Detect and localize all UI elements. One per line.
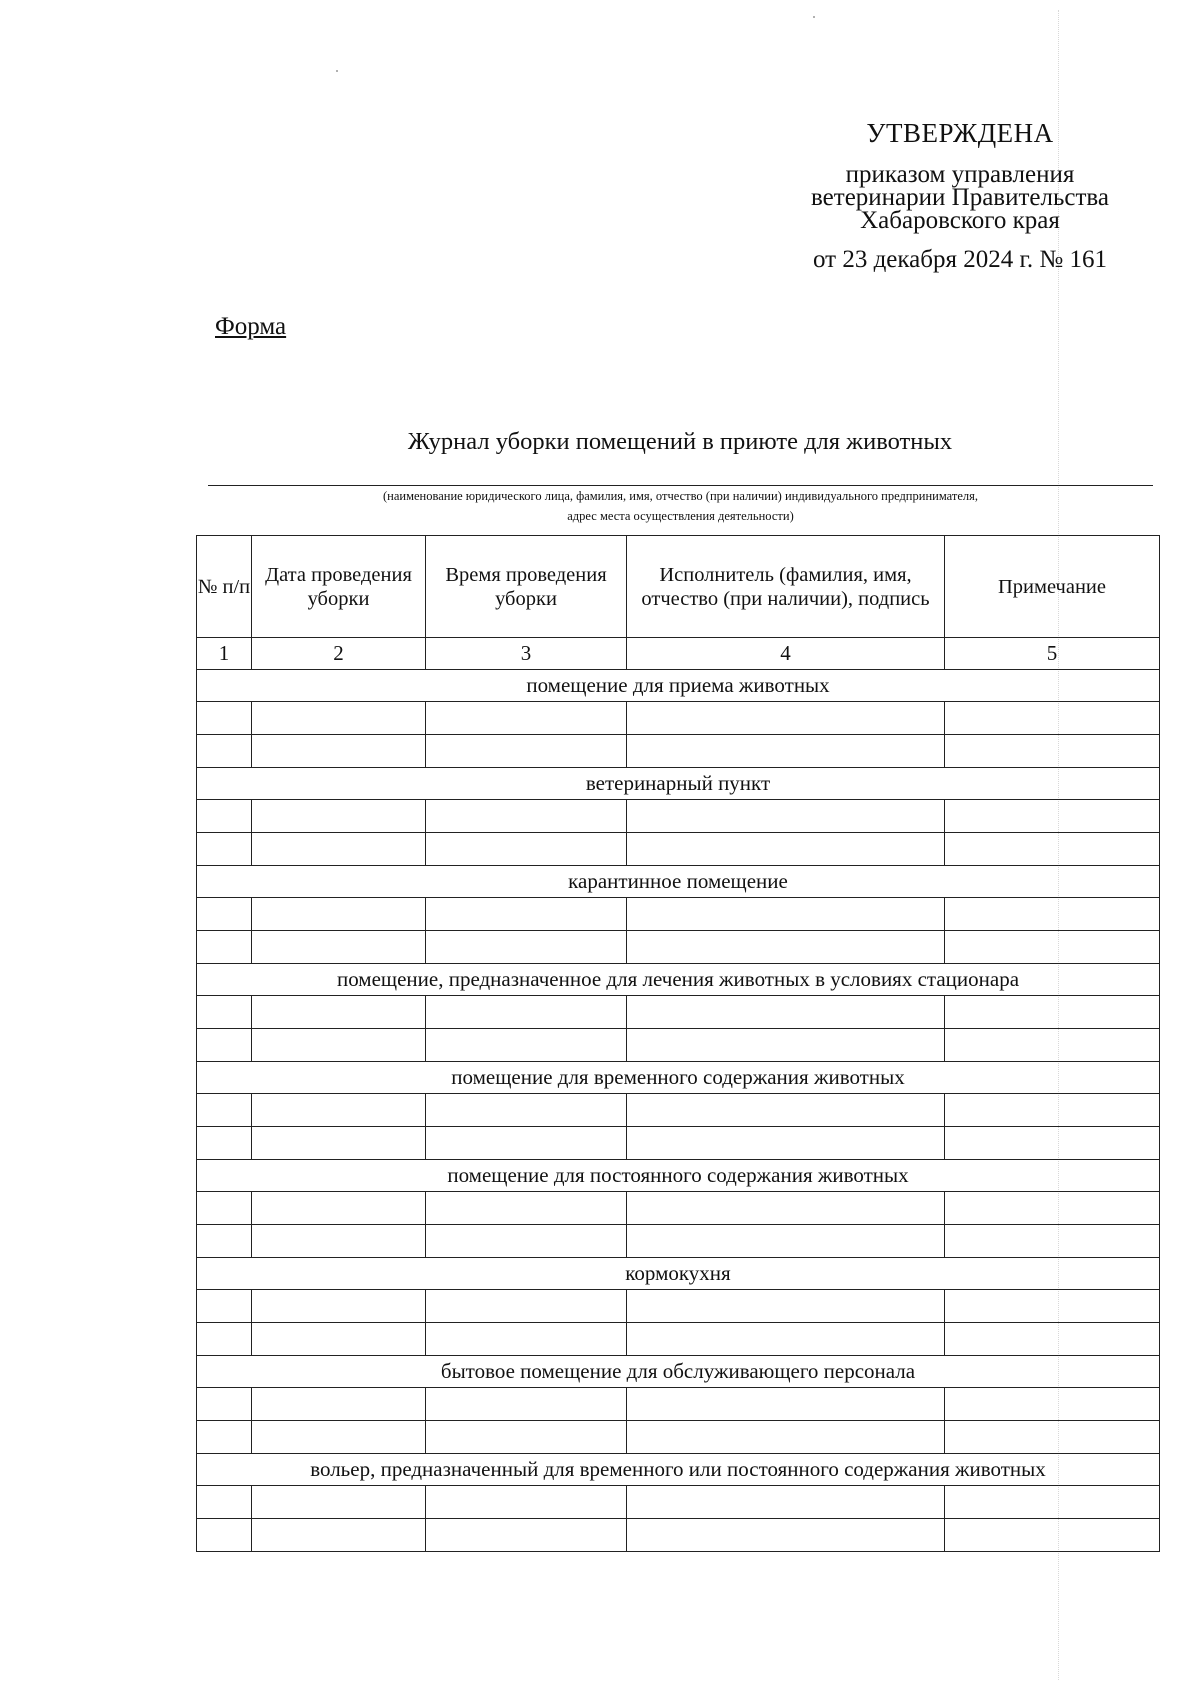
cell-executor [627,800,945,833]
cell-note [945,1486,1160,1519]
cell-date [252,1029,426,1062]
column-number: 1 [197,638,252,670]
cell-executor [627,898,945,931]
section-row [197,768,1160,800]
column-number: 5 [945,638,1160,670]
cell-time [426,800,627,833]
section-title: помещение для временного содержания животных [197,1062,1160,1094]
cell-note [945,1519,1160,1552]
section-title: бытовое помещение для обслуживающего персонала [197,1356,1160,1388]
cell-number [197,735,252,768]
section-row [197,964,1160,996]
approval-block [760,118,1160,274]
cell-note [945,1323,1160,1356]
cell-executor [627,1094,945,1127]
cell-time [426,1421,627,1454]
cell-executor [627,833,945,866]
table-row [197,1290,1160,1323]
table-row [197,702,1160,735]
approval-line: Хабаровского края [860,207,1060,234]
cell-date [252,702,426,735]
table-row [197,1127,1160,1160]
section-title: кормокухня [197,1258,1160,1290]
cell-time [426,1290,627,1323]
cell-time [426,1519,627,1552]
cell-date [252,800,426,833]
header-number: № п/п [197,536,252,638]
cell-time [426,931,627,964]
cell-number [197,1029,252,1062]
cell-number [197,1323,252,1356]
cell-date [252,833,426,866]
section-title: вольер, предназначенный для временного или постоянного содержания животных [197,1454,1160,1486]
cell-date [252,1192,426,1225]
cell-date [252,996,426,1029]
cell-executor [627,1029,945,1062]
cell-note [945,898,1160,931]
cell-executor [627,1519,945,1552]
cell-date [252,898,426,931]
table-row [197,1486,1160,1519]
cell-executor [627,735,945,768]
approval-title: УТВЕРЖДЕНА [866,118,1054,148]
section-row [197,1356,1160,1388]
cell-executor [627,1225,945,1258]
organization-caption [208,486,1153,526]
cleaning-journal-table [196,535,1160,1552]
cell-executor [627,702,945,735]
cell-time [426,702,627,735]
cell-note [945,1421,1160,1454]
cell-note [945,1225,1160,1258]
header-date: Дата проведения уборки [252,536,426,638]
cell-time [426,1486,627,1519]
cell-date [252,735,426,768]
section-row [197,670,1160,702]
cell-date [252,931,426,964]
cell-note [945,996,1160,1029]
table-row [197,735,1160,768]
table-row [197,1225,1160,1258]
cell-time [426,1094,627,1127]
table-row [197,1519,1160,1552]
cell-number [197,1421,252,1454]
cell-number [197,898,252,931]
table-row [197,800,1160,833]
cell-number [197,1094,252,1127]
approval-line: приказом управления [845,161,1075,188]
table-row [197,1421,1160,1454]
cell-date [252,1127,426,1160]
approval-line: ветеринарии Правительства [811,184,1109,211]
cell-number [197,702,252,735]
cell-note [945,833,1160,866]
cell-time [426,898,627,931]
cell-executor [627,1127,945,1160]
cell-note [945,1029,1160,1062]
document-title: Журнал уборки помещений в приюте для животных [407,428,953,455]
cell-number [197,1290,252,1323]
cell-executor [627,1192,945,1225]
table-row [197,1094,1160,1127]
cell-number [197,1127,252,1160]
table-row [197,996,1160,1029]
table-row [197,898,1160,931]
column-number: 4 [627,638,945,670]
cell-number [197,1225,252,1258]
cell-number [197,800,252,833]
organization-caption-line: адрес места осуществления деятельности) [567,509,794,523]
section-title: помещение для постоянного содержания животных [197,1160,1160,1192]
cell-number [197,1519,252,1552]
scan-speck [336,70,338,72]
cell-number [197,833,252,866]
cell-time [426,996,627,1029]
cell-date [252,1323,426,1356]
cell-date [252,1388,426,1421]
table-row [197,931,1160,964]
cell-executor [627,1421,945,1454]
cell-executor [627,1290,945,1323]
cell-note [945,735,1160,768]
table-header-row [197,536,1160,638]
section-row [197,1258,1160,1290]
cell-time [426,833,627,866]
cell-note [945,702,1160,735]
cell-note [945,800,1160,833]
section-row [197,866,1160,898]
section-row [197,1062,1160,1094]
cell-date [252,1421,426,1454]
cell-number [197,1388,252,1421]
cell-note [945,1192,1160,1225]
table-row [197,1029,1160,1062]
section-title: помещение для приема животных [197,670,1160,702]
section-row [197,1160,1160,1192]
cell-number [197,996,252,1029]
cell-executor [627,931,945,964]
cell-date [252,1519,426,1552]
table-row [197,1388,1160,1421]
cell-date [252,1225,426,1258]
cell-time [426,1323,627,1356]
approval-date: от 23 декабря 2024 г. № 161 [812,246,1108,273]
header-note: Примечание [945,536,1160,638]
cell-time [426,1388,627,1421]
cell-note [945,1290,1160,1323]
cell-time [426,1127,627,1160]
cell-date [252,1094,426,1127]
cell-executor [627,1486,945,1519]
cell-time [426,735,627,768]
cell-note [945,1127,1160,1160]
header-executor: Исполнитель (фамилия, имя, отчество (при наличии), подпись [627,536,945,638]
section-title: помещение, предназначенное для лечения животных в условиях стационара [197,964,1160,996]
form-label: Форма [215,313,287,340]
cell-time [426,1192,627,1225]
cell-executor [627,996,945,1029]
column-number: 3 [426,638,627,670]
cell-note [945,1388,1160,1421]
table-row [197,833,1160,866]
cell-date [252,1290,426,1323]
cell-number [197,1192,252,1225]
column-number: 2 [252,638,426,670]
cell-time [426,1029,627,1062]
cell-note [945,1094,1160,1127]
section-title: ветеринарный пункт [197,768,1160,800]
section-title: карантинное помещение [197,866,1160,898]
cell-executor [627,1323,945,1356]
scan-speck [813,16,815,18]
cell-time [426,1225,627,1258]
cell-number [197,1486,252,1519]
header-time: Время проведения уборки [426,536,627,638]
organization-caption-line: (наименование юридического лица, фамилия, имя, отчество (при наличии) индивидуального предпринимателя, [382,489,978,503]
table-row [197,1192,1160,1225]
cell-note [945,931,1160,964]
cell-date [252,1486,426,1519]
cell-number [197,931,252,964]
section-row [197,1454,1160,1486]
cell-executor [627,1388,945,1421]
column-number-row [197,638,1160,670]
table-row [197,1323,1160,1356]
